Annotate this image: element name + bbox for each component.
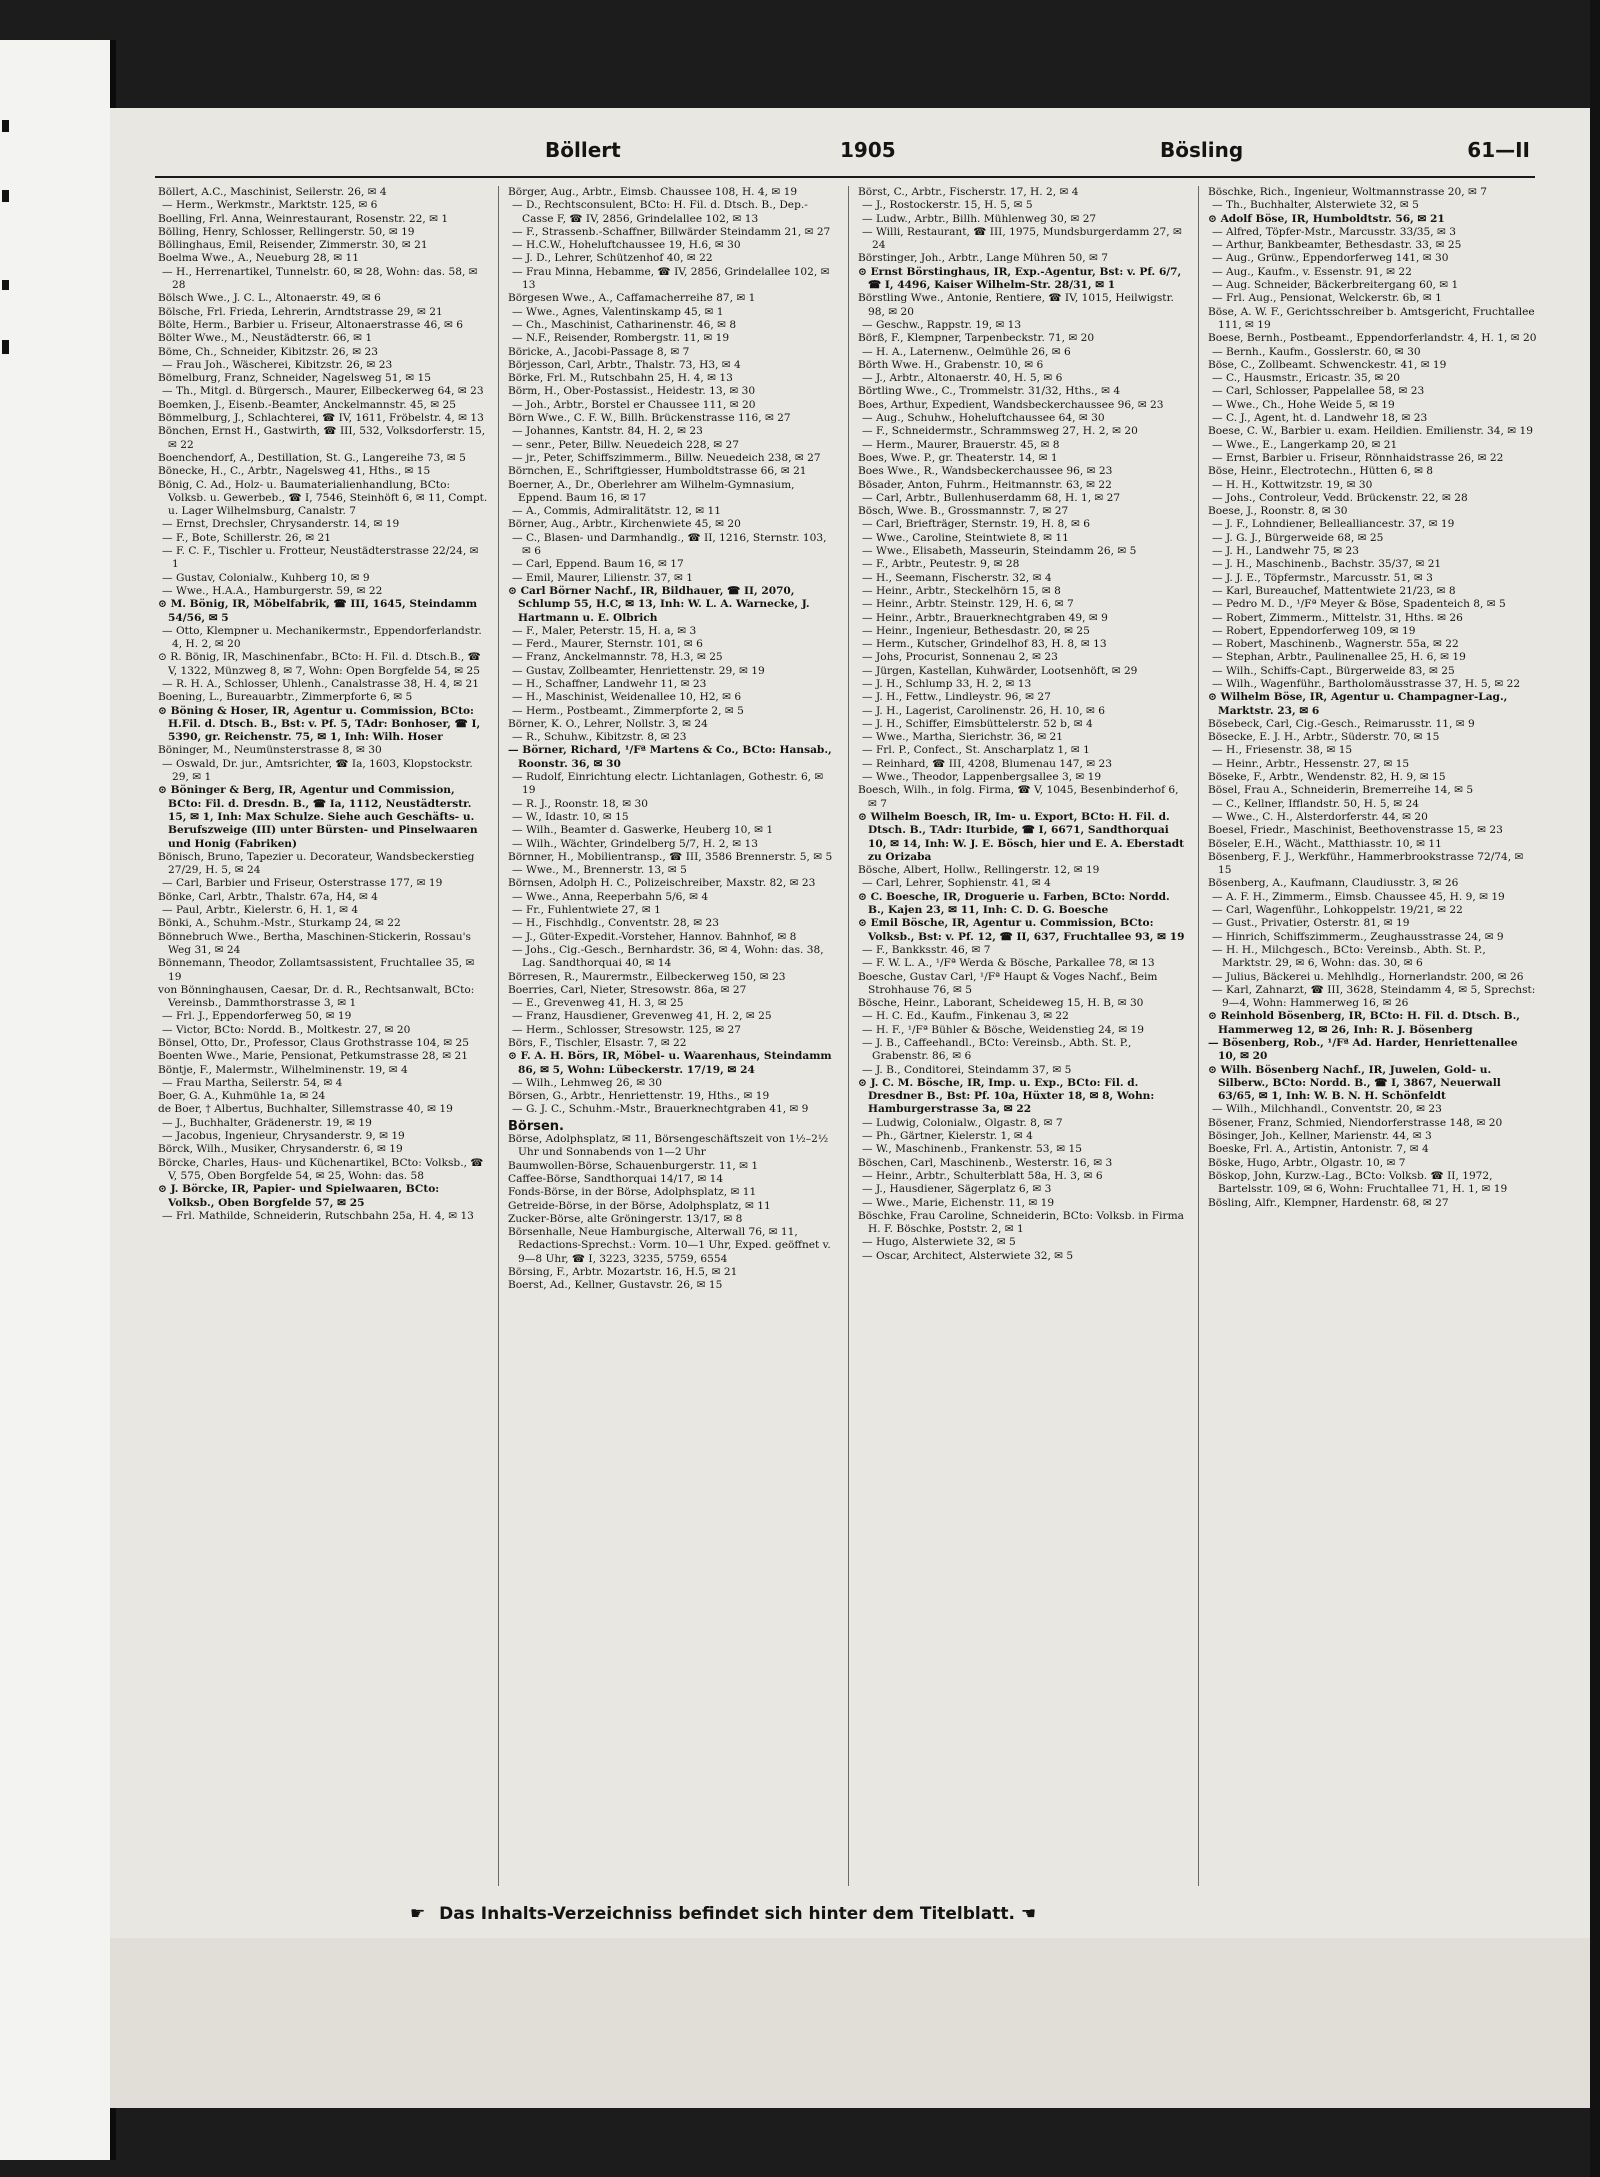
directory-entry: Börck, Wilh., Musiker, Chrysanderstr. 6, ✉ 19 <box>158 1143 403 1156</box>
directory-entry: — H.C.W., Hoheluftchaussee 19, H.6, ✉ 30 <box>512 239 741 252</box>
directory-entry: — Heinr., Arbtr., Schulterblatt 58a, H. 3, ✉ 6 <box>862 1169 1103 1182</box>
directory-entry: Bösinger, Joh., Kellner, Marienstr. 44, ✉ 3 <box>1208 1130 1432 1143</box>
directory-entry: Bönecke, H., C., Arbtr., Nagelsweg 41, Hths., ✉ 15 <box>158 465 431 478</box>
directory-entry: — Herm., Kutscher, Grindelhof 83, H. 8, ✉ 13 <box>862 638 1107 651</box>
directory-entry: — J. B., Conditorei, Steindamm 37, ✉ 5 <box>862 1063 1072 1076</box>
directory-entry: Fonds-Börse, in der Börse, Adolphsplatz, ✉ 11 <box>508 1186 757 1199</box>
directory-entry: Börnner, H., Mobilientransp., ☎ III, 3586 Brennerstr. 5, ✉ 5 <box>508 850 833 863</box>
directory-entry: — Reinhard, ☎ III, 4208, Blumenau 147, ✉ 23 <box>862 757 1113 770</box>
directory-entry: Boesche, Gustav Carl, ¹/Fª Haupt & Voges Nachf., Beim Strohhause 76, ✉ 5 <box>858 970 1158 996</box>
directory-entry: — F., Bankksstr. 46, ✉ 7 <box>862 943 991 956</box>
directory-entry: — Victor, BCto: Nordd. B., Moltkestr. 27, ✉ 20 <box>162 1023 411 1036</box>
directory-entry: — Heinr., Ingenieur, Bethesdastr. 20, ✉ 25 <box>862 624 1090 637</box>
directory-entry: — Karl, Zahnarzt, ☎ III, 3628, Steindamm 4, ✉ 5, Sprechst: 9—4, Wohn: Hammerweg 16, ✉ 26 <box>1212 983 1536 1010</box>
directory-entry: de Boer, † Albertus, Buchhalter, Sillemstrasse 40, ✉ 19 <box>158 1103 453 1116</box>
directory-entry: Boelling, Frl. Anna, Weinrestaurant, Rosenstr. 22, ✉ 1 <box>158 212 449 225</box>
directory-entry: ⊙ Böning & Hoser, IR, Agentur u. Commission, BCto: H.Fil. d. Dtsch. B., Bst: v. Pf. 5, TAdr: Bonhoser, ☎ I, 5390, gr. Reichenstr. 75, ✉ 1, Inh: Wilh. Hoser <box>158 704 481 744</box>
directory-entry: — Frau Joh., Wäscherei, Kibitzstr. 26, ✉ 23 <box>162 358 393 371</box>
directory-entry: — Johs., Controleur, Vedd. Brückenstr. 22, ✉ 28 <box>1212 491 1468 504</box>
directory-entry: Börsen, G., Arbtr., Henriettenstr. 19, Hths., ✉ 19 <box>508 1090 770 1103</box>
header-year: 1905 <box>840 138 896 162</box>
directory-entry: — Wwe., H.A.A., Hamburgerstr. 59, ✉ 22 <box>162 584 383 597</box>
directory-entry: — Frau Minna, Hebamme, ☎ IV, 2856, Grindelallee 102, ✉ 13 <box>512 265 830 292</box>
directory-entry: Bönnemann, Theodor, Zollamtsassistent, Fruchtallee 35, ✉ 19 <box>158 957 475 983</box>
directory-entry: Börcke, Charles, Haus- und Küchenartikel, BCto: Volksb., ☎ V, 575, Oben Borgfelde 54, ✉ 25, Wohn: das. 58 <box>158 1156 484 1182</box>
directory-entry: — Frl. Mathilde, Schneiderin, Rutschbahn 25a, H. 4, ✉ 13 <box>162 1209 474 1222</box>
directory-entry: — F., Strassenb.-Schaffner, Billwärder Steindamm 21, ✉ 27 <box>512 225 831 238</box>
directory-entry: — Oswald, Dr. jur., Amtsrichter, ☎ Ia, 1603, Klopstockstr. 29, ✉ 1 <box>162 757 473 784</box>
directory-entry: — Wwe., Agnes, Valentinskamp 45, ✉ 1 <box>512 305 724 318</box>
directory-entry: — J., Güter-Expedit.-Vorsteher, Hannov. Bahnhof, ✉ 8 <box>512 930 797 943</box>
directory-entry: — Paul, Arbtr., Kielerstr. 6, H. 1, ✉ 4 <box>162 904 359 917</box>
directory-entry: — Th., Buchhalter, Alsterwiete 32, ✉ 5 <box>1212 199 1419 212</box>
directory-entry: — Geschw., Rappstr. 19, ✉ 13 <box>862 318 1022 331</box>
directory-entry: Börß, F., Klempner, Tarpenbeckstr. 71, ✉ 20 <box>858 332 1095 345</box>
header-rule <box>155 176 1535 178</box>
column-divider <box>498 186 499 1886</box>
directory-entry: — Wilh., Milchhandl., Conventstr. 20, ✉ 23 <box>1212 1103 1442 1116</box>
directory-entry: — Aug., Kaufm., v. Essenstr. 91, ✉ 22 <box>1212 265 1412 278</box>
directory-entry: — Gustav, Zollbeamter, Henriettenstr. 29, ✉ 19 <box>512 664 765 677</box>
directory-entry: — R. J., Roonstr. 18, ✉ 30 <box>512 797 649 810</box>
directory-entry: — F. C. F., Tischler u. Frotteur, Neustädterstrasse 22/24, ✉ 1 <box>162 545 479 571</box>
directory-entry: Böseke, F., Arbtr., Wendenstr. 82, H. 9, ✉ 15 <box>1208 771 1446 784</box>
directory-entry: — J. H., Schiffer, Eimsbüttelerstr. 52 b, ✉ 4 <box>862 717 1093 730</box>
directory-entry: — Carl, Arbtr., Bullenhuserdamm 68, H. 1, ✉ 27 <box>862 491 1121 504</box>
directory-entry: — N.F., Reisender, Rombergstr. 11, ✉ 19 <box>512 332 730 345</box>
directory-entry: — J. H., Maschinenb., Bachstr. 35/37, ✉ 21 <box>1212 558 1442 571</box>
directory-entry: ⊙ M. Bönig, IR, Möbelfabrik, ☎ III, 1645, Steindamm 54/56, ✉ 5 <box>158 598 478 624</box>
directory-entry: — Hugo, Alsterwiete 32, ✉ 5 <box>862 1236 1016 1249</box>
directory-entry: Börke, Frl. M., Rutschbahn 25, H. 4, ✉ 13 <box>508 372 733 385</box>
directory-entry: — H. F., ¹/Fª Bühler & Bösche, Weidenstieg 24, ✉ 19 <box>862 1023 1144 1036</box>
directory-entry: — Wilh., Wächter, Grindelberg 5/7, H. 2, ✉ 13 <box>512 837 758 850</box>
directory-entry: — Wilh., Wagenführ., Bartholomäusstrasse 37, H. 5, ✉ 22 <box>1212 677 1521 690</box>
directory-entry: — E., Grevenweg 41, H. 3, ✉ 25 <box>512 997 684 1010</box>
directory-entry: Bönke, Carl, Arbtr., Thalstr. 67a, H4, ✉ 4 <box>158 890 378 903</box>
directory-entry: — H. A., Laternenw., Oelmühle 26, ✉ 6 <box>862 345 1071 358</box>
directory-entry: — Wwe., M., Brennerstr. 13, ✉ 5 <box>512 864 687 877</box>
directory-entry: — A. F. H., Zimmerm., Eimsb. Chaussee 45, H. 9, ✉ 19 <box>1212 890 1505 903</box>
footer-note <box>410 1904 1310 1932</box>
directory-entry: — Herm., Maurer, Brauerstr. 45, ✉ 8 <box>862 438 1060 451</box>
directory-entry: Boelma Wwe., A., Neueburg 28, ✉ 11 <box>158 252 360 265</box>
directory-entry: Böricke, A., Jacobi-Passage 8, ✉ 7 <box>508 345 690 358</box>
directory-entry: Bösener, Franz, Schmied, Niendorferstrasse 148, ✉ 20 <box>1208 1116 1503 1129</box>
directory-entry: — Wwe., C. H., Alsterdorferstr. 44, ✉ 20 <box>1212 810 1428 823</box>
directory-entry: — Aug., Grünw., Eppendorferweg 141, ✉ 30 <box>1212 252 1449 265</box>
directory-entry: ⊙ Carl Börner Nachf., IR, Bildhauer, ☎ II, 2070, Schlump 55, H.C, ✉ 13, Inh: W. L. A. Warnecke, J. Hartmann u. E. Olbrich <box>508 584 810 624</box>
directory-entry: — F., Maler, Peterstr. 15, H. a, ✉ 3 <box>512 624 697 637</box>
directory-entry: Böschke, Rich., Ingenieur, Woltmannstrasse 20, ✉ 7 <box>1208 186 1487 198</box>
directory-entry: — Johannes, Kantstr. 84, H. 2, ✉ 23 <box>512 425 703 438</box>
directory-entry: — Wwe., Elisabeth, Masseurin, Steindamm 26, ✉ 5 <box>862 545 1137 558</box>
directory-entry: Börtling Wwe., C., Trommelstr. 31/32, Hths., ✉ 4 <box>858 385 1121 398</box>
directory-entry: Börner, K. O., Lehrer, Nollstr. 3, ✉ 24 <box>508 717 708 730</box>
directory-entry: — C. J., Agent, ht. d. Landwehr 18, ✉ 23 <box>1212 412 1428 425</box>
directory-entry: ⊙ Reinhold Bösenberg, IR, BCto: H. Fil. d. Dtsch. B., Hammerweg 12, ✉ 26, Inh: R. J. Bösenberg <box>1208 1010 1520 1036</box>
directory-entry: Börn Wwe., C. F. W., Billh. Brückenstrasse 116, ✉ 27 <box>508 412 791 425</box>
directory-entry: ⊙ C. Boesche, IR, Droguerie u. Farben, BCto: Nordd. B., Kajen 23, ✉ 11, Inh: C. D. G. Boesche <box>858 890 1170 917</box>
directory-entry: — Heinr., Arbtr., Steckelhörn 15, ✉ 8 <box>862 584 1061 597</box>
directory-entry: — R. H. A., Schlosser, Uhlenh., Canalstrasse 38, H. 4, ✉ 21 <box>162 677 480 690</box>
directory-entry: — J. G. J., Bürgerweide 68, ✉ 25 <box>1212 531 1384 544</box>
header-last-entry: Bösling <box>1160 138 1244 162</box>
directory-entry: Getreide-Börse, in der Börse, Adolphsplatz, ✉ 11 <box>508 1199 771 1212</box>
directory-entry: — Frau Martha, Seilerstr. 54, ✉ 4 <box>162 1076 343 1089</box>
directory-entry: — Bösenberg, Rob., ¹/Fª Ad. Harder, Henriettenallee 10, ✉ 20 <box>1208 1037 1518 1063</box>
directory-entry: — Hinrich, Schiffszimmerm., Zeughausstrasse 24, ✉ 9 <box>1212 930 1504 943</box>
directory-entry: — F., Schneidermstr., Schrammsweg 27, H. 2, ✉ 20 <box>862 425 1138 438</box>
directory-entry: — Heinr., Arbtr., Hessenstr. 27, ✉ 15 <box>1212 757 1410 770</box>
directory-entry: ⊙ Wilh. Bösenberg Nachf., IR, Juwelen, Gold- u. Silberw., BCto: Nordd. B., ☎ I, 3867, Neuerwall 63/65, ✉ 1, Inh: W. B. N. H. Schönfeldt <box>1208 1063 1501 1103</box>
directory-entry: Böllinghaus, Emil, Reisender, Zimmerstr. 30, ✉ 21 <box>158 239 428 252</box>
scanned-right-edge <box>1590 0 1600 2177</box>
directory-entry: Böse, C., Zollbeamt. Schwenckestr. 41, ✉ 19 <box>1208 358 1447 371</box>
directory-entry: Boes, Wwe. P., gr. Theaterstr. 14, ✉ 1 <box>858 451 1058 464</box>
directory-entry: — H. C. Ed., Kaufm., Finkenau 3, ✉ 22 <box>862 1010 1069 1023</box>
directory-entry: Boer, G. A., Kuhmühle 1a, ✉ 24 <box>158 1090 326 1103</box>
directory-entry: Bösenberg, F. J., Werkführ., Hammerbrookstrasse 72/74, ✉ 15 <box>1208 850 1524 877</box>
directory-entry: Böllert, A.C., Maschinist, Seilerstr. 26, ✉ 4 <box>158 186 387 198</box>
directory-entry: — Wwe., E., Langerkamp 20, ✉ 21 <box>1212 438 1398 451</box>
directory-entry: — J., Buchhalter, Grädenerstr. 19, ✉ 19 <box>162 1116 372 1129</box>
directory-entry: — H., Seemann, Fischerstr. 32, ✉ 4 <box>862 571 1052 584</box>
directory-entry: ⊙ J. Börcke, IR, Papier- und Spielwaaren, BCto: Volksb., Oben Borgfelde 57, ✉ 25 <box>158 1183 440 1209</box>
directory-entry: ⊙ Wilhelm Böse, IR, Agentur u. Champagner-Lag., Marktstr. 23, ✉ 6 <box>1208 691 1508 717</box>
directory-entry: — Carl, Schlosser, Pappelallee 58, ✉ 23 <box>1212 385 1425 398</box>
directory-entry: Bömmelburg, J., Schlachterei, ☎ IV, 1611, Fröbelstr. 4, ✉ 13 <box>158 412 484 425</box>
directory-entry: — Carl, Lehrer, Sophienstr. 41, ✉ 4 <box>862 877 1051 890</box>
directory-entry: Bönnebruch Wwe., Bertha, Maschinen-Stickerin, Rossau's Weg 31, ✉ 24 <box>158 930 471 956</box>
directory-entry: Boenten Wwe., Marie, Pensionat, Petkumstrasse 28, ✉ 21 <box>158 1050 468 1063</box>
directory-entry: — Fr., Fuhlentwiete 27, ✉ 1 <box>512 904 661 917</box>
directory-entry: Bönsel, Otto, Dr., Professor, Claus Grothstrasse 104, ✉ 25 <box>158 1037 469 1049</box>
directory-entry: Bösebeck, Carl, Cig.-Gesch., Reimarusstr. 11, ✉ 9 <box>1208 717 1475 730</box>
directory-entry: — Wilh., Schiffs-Capt., Bürgerweide 83, ✉ 25 <box>1212 664 1455 677</box>
directory-entry: Boesch, Wilh., in folg. Firma, ☎ V, 1045, Besenbinderhof 6, ✉ 7 <box>858 784 1179 810</box>
directory-entry: — H. H., Kottwitzstr. 19, ✉ 30 <box>1212 478 1373 491</box>
directory-entry: — Willi, Restaurant, ☎ III, 1975, Mundsburgerdamm 27, ✉ 24 <box>862 225 1182 252</box>
directory-entry: — Jürgen, Kastellan, Kuhwärder, Lootsenhöft, ✉ 29 <box>862 664 1138 677</box>
directory-entry: Bösche, Heinr., Laborant, Scheideweg 15, H. B, ✉ 30 <box>858 997 1144 1010</box>
directory-entry: — G. J. C., Schuhm.-Mstr., Brauerknechtgraben 41, ✉ 9 <box>512 1103 809 1116</box>
directory-entry: Börsenhalle, Neue Hamburgische, Alterwall 76, ✉ 11, Redactions-Sprechst.: Vorm. 10—1 Uhr, Exped. geöffnet v. 9—8 Uhr, ☎ I, 3223, 3235, 5759, 6554 <box>508 1226 831 1265</box>
directory-entry: Böninger, M., Neumünsterstrasse 8, ✉ 30 <box>158 744 382 757</box>
directory-entry: Börnsen, Adolph H. C., Polizeischreiber, Maxstr. 82, ✉ 23 <box>508 877 816 890</box>
directory-entry: — Gust., Privatier, Osterstr. 81, ✉ 19 <box>1212 917 1410 930</box>
directory-entry: Boes Wwe., R., Wandsbeckerchaussee 96, ✉ 23 <box>858 465 1113 478</box>
directory-entry: Bönki, A., Schuhm.-Mstr., Sturkamp 24, ✉ 22 <box>158 917 401 930</box>
directory-entry: Börger, Aug., Arbtr., Eimsb. Chaussee 108, H. 4, ✉ 19 <box>508 186 798 198</box>
directory-entry: Bölte, Herm., Barbier u. Friseur, Altonaerstrasse 46, ✉ 6 <box>158 318 464 331</box>
directory-entry: — Bernh., Kaufm., Gosslerstr. 60, ✉ 30 <box>1212 345 1421 358</box>
directory-entry: — Frl. P., Confect., St. Anscharplatz 1, ✉ 1 <box>862 744 1090 757</box>
directory-entry: — Aug. Schneider, Bäckerbreitergang 60, ✉ 1 <box>1212 279 1459 292</box>
directory-entry: — Robert, Zimmerm., Mittelstr. 31, Hths. ✉ 26 <box>1212 611 1463 624</box>
directory-entry: — W., Idastr. 10, ✉ 15 <box>512 810 629 823</box>
directory-entry: — Th., Mitgl. d. Bürgersch., Maurer, Eilbeckerweg 64, ✉ 23 <box>162 385 484 398</box>
directory-entry: Börresen, R., Maurermstr., Eilbeckerweg 150, ✉ 23 <box>508 970 786 983</box>
directory-entry: Böschke, Frau Caroline, Schneiderin, BCto: Volksb. in Firma H. F. Böschke, Poststr. 2, ✉ 1 <box>858 1209 1184 1236</box>
directory-entry: — Stephan, Arbtr., Paulinenallee 25, H. 6, ✉ 19 <box>1212 651 1466 664</box>
column-2 <box>508 186 838 1886</box>
directory-entry: Böskop, John, Kurzw.-Lag., BCto: Volksb. ☎ II, 1972, Bartelsstr. 109, ✉ 6, Wohn: Fruchtallee 71, H. 1, ✉ 19 <box>1208 1169 1508 1196</box>
directory-entry: — Heinr., Arbtr., Brauerknechtgraben 49, ✉ 9 <box>862 611 1108 624</box>
directory-entry: — Ferd., Maurer, Sternstr. 101, ✉ 6 <box>512 638 703 651</box>
directory-entry: Bölsche, Frl. Frieda, Lehrerin, Arndtstrasse 29, ✉ 21 <box>158 305 443 318</box>
directory-entry: — Carl, Barbier und Friseur, Osterstrasse 177, ✉ 19 <box>162 877 443 890</box>
directory-entry: — Wwe., Anna, Reeperbahn 5/6, ✉ 4 <box>512 890 709 903</box>
directory-entry: Bösling, Alfr., Klempner, Hardenstr. 68, ✉ 27 <box>1208 1196 1449 1209</box>
directory-entry: Börsing, F., Arbtr. Mozartstr. 16, H.5, ✉ 21 <box>508 1266 738 1279</box>
directory-entry: ⊙ F. A. H. Börs, IR, Möbel- u. Waarenhaus, Steindamm 86, ✉ 5, Wohn: Lübeckerstr. 17/19, ✉ 24 <box>508 1050 832 1076</box>
directory-entry: Böseler, E.H., Wächt., Matthiasstr. 10, ✉ 11 <box>1208 837 1442 850</box>
directory-entry: Börnchen, E., Schriftgiesser, Humboldtstrasse 66, ✉ 21 <box>508 465 807 478</box>
directory-entry: — senr., Peter, Billw. Neuedeich 228, ✉ 27 <box>512 438 739 451</box>
directory-entry: Börs, F., Tischler, Elsastr. 7, ✉ 22 <box>508 1037 687 1049</box>
directory-entry: — Emil, Maurer, Lilienstr. 37, ✉ 1 <box>512 571 694 584</box>
directory-entry: — H., Fischhdlg., Conventstr. 28, ✉ 23 <box>512 917 720 930</box>
directory-entry: — Herm., Schlosser, Stresowstr. 125, ✉ 27 <box>512 1023 741 1036</box>
directory-columns <box>158 186 1548 1876</box>
directory-entry: — Wwe., Theodor, Lappenbergsallee 3, ✉ 19 <box>862 771 1102 784</box>
directory-entry: — Robert, Eppendorferweg 109, ✉ 19 <box>1212 624 1416 637</box>
directory-entry: — Wwe., Martha, Sierichstr. 36, ✉ 21 <box>862 731 1064 744</box>
pointing-hand-icon: ☛ <box>410 1904 426 1924</box>
directory-entry: Bönchen, Ernst H., Gastwirth, ☎ III, 532, Volksdorferstr. 15, ✉ 22 <box>158 425 486 451</box>
directory-entry: Boeske, Frl. A., Artistin, Antonistr. 7, ✉ 4 <box>1208 1143 1429 1156</box>
directory-entry: — Herm., Werkmstr., Marktstr. 125, ✉ 6 <box>162 199 378 212</box>
column-divider <box>848 186 849 1886</box>
directory-entry: — R., Schuhw., Kibitzstr. 8, ✉ 23 <box>512 731 687 744</box>
directory-entry: — Carl, Wagenführ., Lohkoppelstr. 19/21, ✉ 22 <box>1212 904 1463 917</box>
directory-entry: — Pedro M. D., ¹/Fª Meyer & Böse, Spadenteich 8, ✉ 5 <box>1212 598 1506 611</box>
directory-entry: Boesel, Friedr., Maschinist, Beethovenstrasse 15, ✉ 23 <box>1208 824 1503 837</box>
directory-entry: Bönig, C. Ad., Holz- u. Baumaterialienhandlung, BCto: Volksb. u. Gewerbeb., ☎ I, 7546, Steinhöft 6, ✉ 11, Compt. u. Lager Wilhelmsburg, Canalstr. 7 <box>158 478 488 518</box>
directory-entry: Bölling, Henry, Schlosser, Rellingerstr. 50, ✉ 19 <box>158 225 415 238</box>
directory-entry: Böse, Heinr., Electrotechn., Hütten 6, ✉ 8 <box>1208 465 1434 478</box>
directory-entry: — F., Bote, Schillerstr. 26, ✉ 21 <box>162 531 331 544</box>
directory-entry: — Wwe., Caroline, Steintwiete 8, ✉ 11 <box>862 531 1069 544</box>
directory-entry: — Julius, Bäckerei u. Mehlhdlg., Hornerlandstr. 200, ✉ 26 <box>1212 970 1524 983</box>
directory-page <box>110 108 1590 2108</box>
column-4 <box>1208 186 1538 1886</box>
pointing-hand-icon: ☚ <box>1020 1904 1037 1924</box>
directory-entry: — Arthur, Bankbeamter, Bethesdastr. 33, ✉ 25 <box>1212 239 1462 252</box>
directory-entry: — F., Arbtr., Peutestr. 9, ✉ 28 <box>862 558 1020 571</box>
directory-entry: — Karl, Bureauchef, Mattentwiete 21/23, ✉ 8 <box>1212 584 1456 597</box>
directory-entry: Boenchendorf, A., Destillation, St. G., Langereihe 73, ✉ 5 <box>158 451 466 464</box>
directory-entry: Böntje, F., Malermstr., Wilhelminenstr. 19, ✉ 4 <box>158 1063 408 1076</box>
column-3 <box>858 186 1188 1886</box>
directory-entry: Börstling Wwe., Antonie, Rentiere, ☎ IV, 1015, Heilwigstr. 98, ✉ 20 <box>858 292 1174 318</box>
directory-entry: Börm, H., Ober-Postassist., Heidestr. 13, ✉ 30 <box>508 385 756 398</box>
directory-entry: Boese, Bernh., Postbeamt., Eppendorferlandstr. 4, H. 1, ✉ 20 <box>1208 332 1537 345</box>
directory-entry: — Wilh., Lehmweg 26, ✉ 30 <box>512 1076 662 1089</box>
directory-entry: Boening, L., Bureauarbtr., Zimmerpforte 6, ✉ 5 <box>158 691 413 704</box>
directory-entry: — C., Kellner, Ifflandstr. 50, H. 5, ✉ 24 <box>1212 797 1419 810</box>
directory-entry: — J. H., Lagerist, Carolinenstr. 26, H. 10, ✉ 6 <box>862 704 1106 717</box>
directory-entry: ⊙ R. Bönig, IR, Maschinenfabr., BCto: H. Fil. d. Dtsch.B., ☎ V, 1322, Münzweg 8, ✉ 7, Wohn: Open Borgfelde 54, ✉ 25 <box>158 651 481 677</box>
directory-entry: — Gustav, Colonialw., Kuhberg 10, ✉ 9 <box>162 571 370 584</box>
directory-entry: — Oscar, Architect, Alsterwiete 32, ✉ 5 <box>862 1249 1074 1262</box>
directory-entry: Caffee-Börse, Sandthorquai 14/17, ✉ 14 <box>508 1172 724 1185</box>
directory-entry: von Bönninghausen, Caesar, Dr. d. R., Rechtsanwalt, BCto: Vereinsb., Dammthorstrasse 3, ✉ 1 <box>158 983 475 1010</box>
directory-entry: — H., Schaffner, Landwehr 11, ✉ 23 <box>512 677 707 690</box>
directory-entry: Böme, Ch., Schneider, Kibitzstr. 26, ✉ 23 <box>158 345 378 358</box>
directory-entry: — Börner, Richard, ¹/Fª Martens & Co., BCto: Hansab., Roonstr. 36, ✉ 30 <box>508 744 832 770</box>
directory-entry: Baumwollen-Börse, Schauenburgerstr. 11, ✉ 1 <box>508 1159 759 1172</box>
binding-mark <box>2 340 9 354</box>
directory-entry: — Ph., Gärtner, Kielerstr. 1, ✉ 4 <box>862 1130 1033 1143</box>
directory-entry: Bönisch, Bruno, Tapezier u. Decorateur, Wandsbeckerstieg 27/29, H. 5, ✉ 24 <box>158 850 475 877</box>
directory-entry: — Franz, Anckelmannstr. 78, H.3, ✉ 25 <box>512 651 723 664</box>
directory-entry: Börse, Adolphsplatz, ✉ 11, Börsengeschäftszeit von 1½–2½ Uhr und Sonnabends von 1—2 Uhr <box>508 1133 829 1159</box>
directory-entry: Bösader, Anton, Fuhrm., Heitmannstr. 63, ✉ 22 <box>858 478 1112 491</box>
directory-entry: — J., Rostockerstr. 15, H. 5, ✉ 5 <box>862 199 1033 212</box>
directory-entry: — J. F., Lohndiener, Bellealliancestr. 37, ✉ 19 <box>1212 518 1455 531</box>
directory-entry: — D., Rechtsconsulent, BCto: H. Fil. d. Dtsch. B., Dep.-Casse F, ☎ IV, 2856, Grindelallee 102, ✉ 13 <box>512 199 808 225</box>
binding-mark <box>2 280 9 290</box>
directory-entry: ⊙ Adolf Böse, IR, Humboldtstr. 56, ✉ 21 <box>1208 212 1445 225</box>
directory-entry: — H., Maschinist, Weidenallee 10, H2, ✉ 6 <box>512 691 742 704</box>
directory-entry: — jr., Peter, Schiffszimmerm., Billw. Neuedeich 238, ✉ 27 <box>512 451 821 464</box>
directory-entry: — Alfred, Töpfer-Mstr., Marcusstr. 33/35, ✉ 3 <box>1212 225 1456 238</box>
directory-entry: ⊙ J. C. M. Bösche, IR, Imp. u. Exp., BCto: Fil. d. Dresdner B., Bst: Pf. 10a, Hüxter 18, ✉ 8, Wohn: Hamburgerstrasse 3a, ✉ 22 <box>858 1076 1155 1116</box>
directory-entry: — H., Herrenartikel, Tunnelstr. 60, ✉ 28, Wohn: das. 58, ✉ 28 <box>162 265 478 292</box>
directory-entry: — Johs., Cig.-Gesch., Bernhardstr. 36, ✉ 4, Wohn: das. 38, Lag. Sandthorquai 40, ✉ 14 <box>512 943 824 970</box>
column-1 <box>158 186 488 1886</box>
directory-entry: — J. D., Lehrer, Schützenhof 40, ✉ 22 <box>512 252 713 265</box>
directory-entry: — Frl. Aug., Pensionat, Welckerstr. 6b, ✉ 1 <box>1212 292 1442 305</box>
directory-entry: Böske, Hugo, Arbtr., Olgastr. 10, ✉ 7 <box>1208 1156 1406 1169</box>
directory-entry: — Rudolf, Einrichtung electr. Lichtanlagen, Gothestr. 6, ✉ 19 <box>512 771 824 797</box>
binding-mark <box>2 120 9 132</box>
directory-entry: Börgesen Wwe., A., Caffamacherreihe 87, ✉ 1 <box>508 292 756 305</box>
directory-entry: — C., Hausmstr., Ericastr. 35, ✉ 20 <box>1212 372 1401 385</box>
directory-entry: — J., Hausdiener, Sägerplatz 6, ✉ 3 <box>862 1183 1052 1196</box>
directory-entry: — Ernst, Barbier u. Friseur, Rönnhaidstrasse 26, ✉ 22 <box>1212 451 1504 464</box>
column-divider <box>1198 186 1199 1886</box>
directory-entry: Bösche, Albert, Hollw., Rellingerstr. 12, ✉ 19 <box>858 864 1100 877</box>
directory-entry: Boese, C. W., Barbier u. exam. Heildien. Emilienstr. 34, ✉ 19 <box>1208 425 1533 438</box>
directory-entry: Bösecke, E. J. H., Arbtr., Süderstr. 70, ✉ 15 <box>1208 731 1440 744</box>
directory-entry: Börth Wwe. H., Grabenstr. 10, ✉ 6 <box>858 358 1044 371</box>
footer-text: Das Inhalts-Verzeichniss befindet sich hinter dem Titelblatt. <box>439 1904 1015 1924</box>
directory-entry: ⊙ Emil Bösche, IR, Agentur u. Commission, BCto: Volksb., Bst: v. Pf. 12, ☎ II, 637, Fruchtallee 93, ✉ 19 <box>858 917 1185 943</box>
page-number: 61—II <box>1467 138 1530 162</box>
directory-entry: Bösel, Frau A., Schneiderin, Bremerreihe 14, ✉ 5 <box>1208 784 1474 797</box>
directory-entry: Börner, Aug., Arbtr., Kirchenwiete 45, ✉ 20 <box>508 518 741 531</box>
section-heading: Börsen. <box>508 1118 564 1134</box>
directory-entry: — J., Arbtr., Altonaerstr. 40, H. 5, ✉ 6 <box>862 372 1063 385</box>
directory-entry: Bölsch Wwe., J. C. L., Altonaerstr. 49, ✉ 6 <box>158 292 381 305</box>
directory-entry: — Herm., Postbeamt., Zimmerpforte 2, ✉ 5 <box>512 704 744 717</box>
directory-entry: Börjesson, Carl, Arbtr., Thalstr. 73, H3, ✉ 4 <box>508 358 741 371</box>
directory-entry: — W., Maschinenb., Frankenstr. 53, ✉ 15 <box>862 1143 1082 1156</box>
directory-entry: — Aug., Schuhw., Hoheluftchaussee 64, ✉ 30 <box>862 412 1105 425</box>
directory-entry: — Joh., Arbtr., Borstel er Chaussee 111, ✉ 20 <box>512 398 756 411</box>
directory-entry: — Johs, Procurist, Sonnenau 2, ✉ 23 <box>862 651 1058 664</box>
directory-entry: Boerst, Ad., Kellner, Gustavstr. 26, ✉ 15 <box>508 1279 723 1292</box>
directory-entry: — Carl, Briefträger, Sternstr. 19, H. 8, ✉ 6 <box>862 518 1090 531</box>
directory-entry: — C., Blasen- und Darmhandlg., ☎ II, 1216, Sternstr. 103, ✉ 6 <box>512 531 827 558</box>
directory-entry: — Wilh., Beamter d. Gaswerke, Heuberg 10, ✉ 1 <box>512 824 774 837</box>
directory-entry: — Wwe., Ch., Hohe Weide 5, ✉ 19 <box>1212 398 1395 411</box>
directory-entry: ⊙ Wilhelm Boesch, IR, Im- u. Export, BCto: H. Fil. d. Dtsch. B., TAdr: Iturbide, ☎ I, 6671, Sandthorquai 10, ✉ 14, Inh: W. J. E. Bösch, hier und E. A. Eberstadt zu Orizaba <box>858 810 1185 863</box>
directory-entry: — Franz, Hausdiener, Grevenweg 41, H. 2, ✉ 25 <box>512 1010 772 1023</box>
directory-entry: — Wwe., Marie, Eichenstr. 11, ✉ 19 <box>862 1196 1055 1209</box>
directory-entry: Boese, J., Roonstr. 8, ✉ 30 <box>1208 505 1348 518</box>
directory-entry: Bölter Wwe., M., Neustädterstr. 66, ✉ 1 <box>158 332 373 345</box>
directory-entry: Boes, Arthur, Expedient, Wandsbeckerchaussee 96, ✉ 23 <box>858 398 1164 411</box>
directory-entry: — Otto, Klempner u. Mechanikermstr., Eppendorferlandstr. 4, H. 2, ✉ 20 <box>162 624 482 651</box>
directory-entry: Böse, A. W. F., Gerichtsschreiber b. Amtsgericht, Fruchtallee 111, ✉ 19 <box>1208 305 1535 331</box>
directory-entry: Börstinger, Joh., Arbtr., Lange Mühren 50, ✉ 7 <box>858 252 1108 265</box>
directory-entry: — F. W. L. A., ¹/Fª Werda & Bösche, Parkallee 78, ✉ 13 <box>862 957 1155 970</box>
directory-entry: — Heinr., Arbtr. Steinstr. 129, H. 6, ✉ 7 <box>862 598 1074 611</box>
directory-entry: Bösenberg, A., Kaufmann, Claudiusstr. 3, ✉ 26 <box>1208 877 1459 890</box>
directory-entry: Bösch, Wwe. B., Grossmannstr. 7, ✉ 27 <box>858 505 1069 518</box>
directory-entry: — A., Commis, Admiralitätstr. 12, ✉ 11 <box>512 505 721 518</box>
binding-mark <box>2 190 9 202</box>
blank-page-margin <box>110 1938 1590 2108</box>
directory-entry: Börst, C., Arbtr., Fischerstr. 17, H. 2, ✉ 4 <box>858 186 1079 198</box>
directory-entry: — Frl. J., Eppendorferweg 50, ✉ 19 <box>162 1010 352 1023</box>
directory-entry: — J. J. E., Töpfermstr., Marcusstr. 51, ✉ 3 <box>1212 571 1433 584</box>
directory-entry: Böschen, Carl, Maschinenb., Westerstr. 16, ✉ 3 <box>858 1156 1113 1169</box>
directory-entry: Boerries, Carl, Nieter, Stresowstr. 86a, ✉ 27 <box>508 983 747 996</box>
directory-entry: — H., Friesenstr. 38, ✉ 15 <box>1212 744 1353 757</box>
directory-entry: — Ludw., Arbtr., Billh. Mühlenweg 30, ✉ 27 <box>862 212 1097 225</box>
directory-entry: ⊙ Böninger & Berg, IR, Agentur und Commission, BCto: Fil. d. Dresdn. B., ☎ Ia, 1112, Neustädterstr. 15, ✉ 1, Inh: Max Schulze. Siehe auch Geschäfts- u. Berufszweige (III) unter Bürsten- und Pinselwaaren und Honig (Fabriken) <box>158 784 478 850</box>
directory-entry: ⊙ Ernst Börstinghaus, IR, Exp.-Agentur, Bst: v. Pf. 6/7, ☎ I, 4496, Kaiser Wilhelm-Str. 28/31, ✉ 1 <box>858 265 1182 292</box>
directory-entry: — Robert, Maschinenb., Wagnerstr. 55a, ✉ 22 <box>1212 638 1459 651</box>
running-header <box>150 138 1530 178</box>
directory-entry: Zucker-Börse, alte Gröningerstr. 13/17, ✉ 8 <box>508 1212 743 1225</box>
directory-entry: — Carl, Eppend. Baum 16, ✉ 17 <box>512 558 684 571</box>
directory-entry: — Ch., Maschinist, Catharinenstr. 46, ✉ 8 <box>512 318 737 331</box>
directory-entry: — Ludwig, Colonialw., Olgastr. 8, ✉ 7 <box>862 1116 1063 1129</box>
directory-entry: — H. H., Milchgesch., BCto: Vereinsb., Abth. St. P., Marktstr. 29, ✉ 6, Wohn: das. 30, ✉ 6 <box>1212 943 1486 970</box>
directory-entry: — Jacobus, Ingenieur, Chrysanderstr. 9, ✉ 19 <box>162 1130 405 1143</box>
directory-entry: — J. B., Caffeehandl., BCto: Vereinsb., Abth. St. P., Grabenstr. 86, ✉ 6 <box>862 1037 1132 1063</box>
directory-entry: Bömelburg, Franz, Schneider, Nagelsweg 51, ✉ 15 <box>158 372 431 385</box>
scanned-left-margin <box>0 40 116 2160</box>
header-first-entry: Böllert <box>545 138 621 162</box>
directory-entry: — Ernst, Drechsler, Chrysanderstr. 14, ✉ 19 <box>162 518 400 531</box>
directory-entry: — J. H., Landwehr 75, ✉ 23 <box>1212 545 1359 558</box>
directory-entry: Boerner, A., Dr., Oberlehrer am Wilhelm-Gymnasium, Eppend. Baum 16, ✉ 17 <box>508 478 795 504</box>
directory-entry: Boemken, J., Eisenb.-Beamter, Anckelmannstr. 45, ✉ 25 <box>158 398 456 411</box>
directory-entry: — J. H., Fettw., Lindleystr. 96, ✉ 27 <box>862 691 1051 704</box>
directory-entry: — J. H., Schlump 33, H. 2, ✉ 13 <box>862 677 1032 690</box>
